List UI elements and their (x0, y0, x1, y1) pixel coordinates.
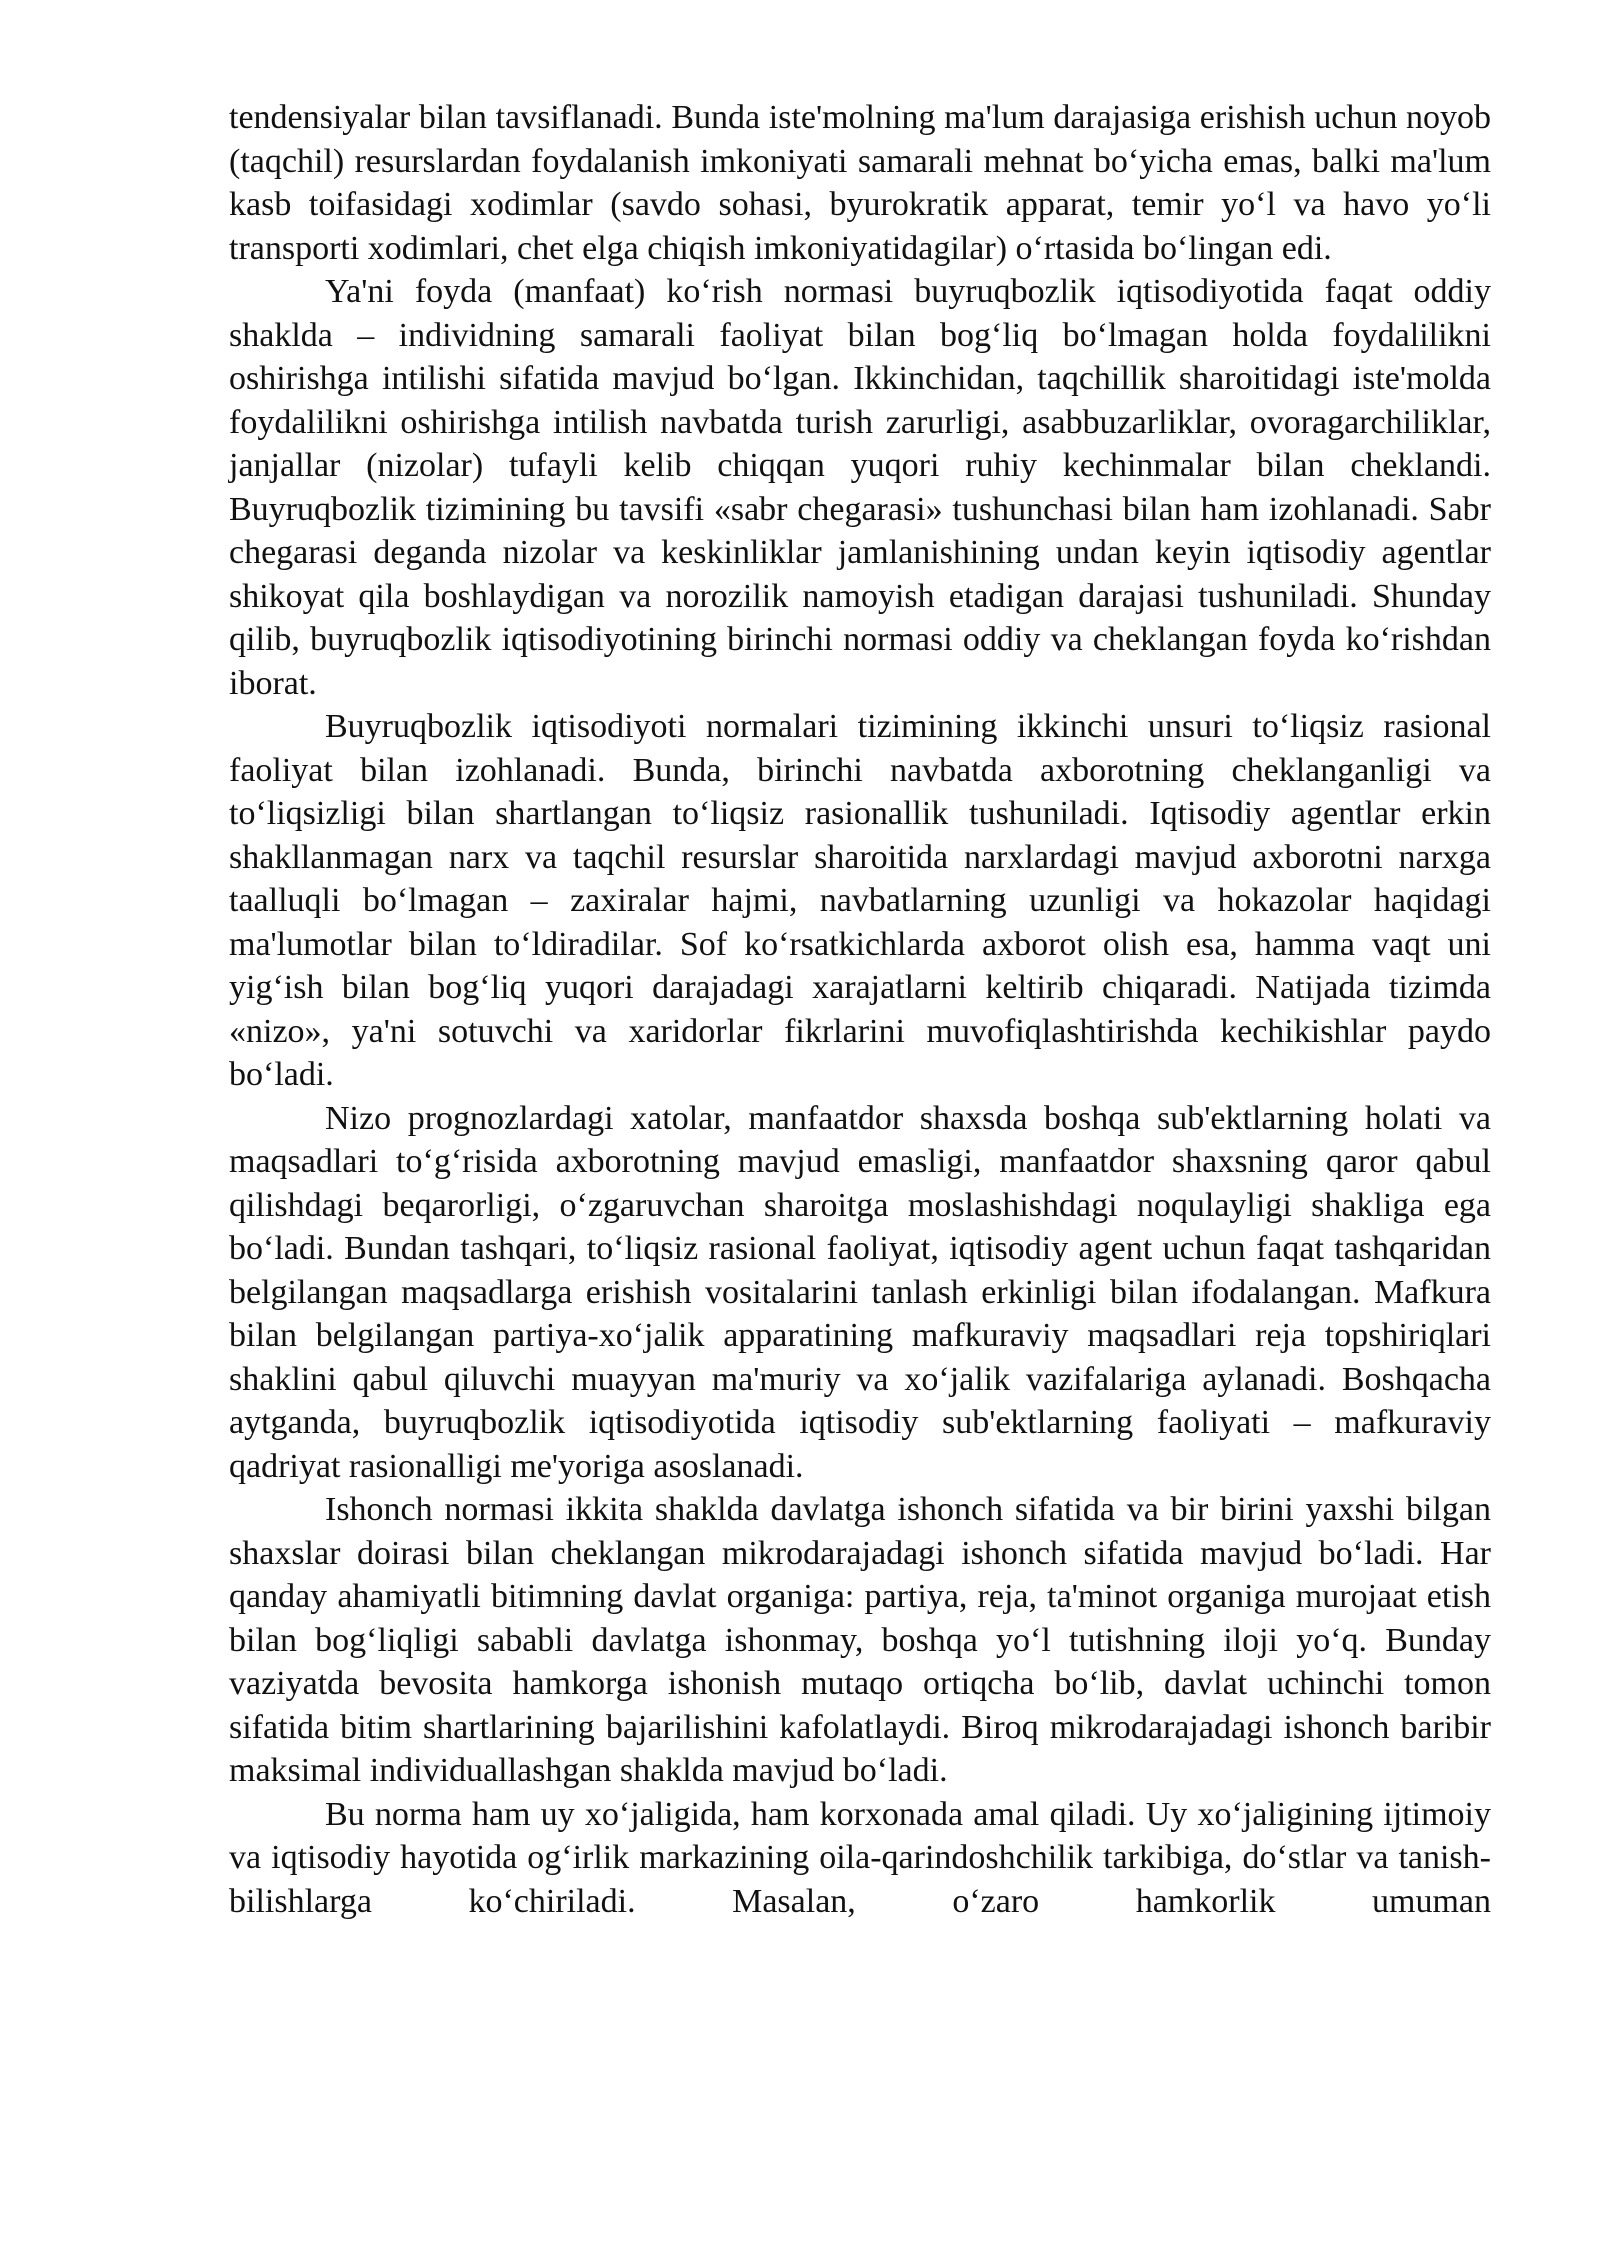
paragraph-1: tendensiyalar bilan tavsiflanadi. Bunda iste'molning ma'lum darajasiga erishish uchun noyob (taqchil) resurslardan foydalanish imkoniyati samarali mehnat bo‘yicha emas, balki ma'lum kasb toifasidagi xodimlar (savdo sohasi, byurokratik apparat, temir yo‘l va havo yo‘li transporti xodimlari, chet elga chiqish imkoniyatidagilar) o‘rtasida bo‘lingan edi. (229, 99, 1491, 267)
paragraph-2: Ya'ni foyda (manfaat) ko‘rish normasi buyruqbozlik iqtisodiyotida faqat oddiy shaklda – individning samarali faoliyat bilan bog‘liq bo‘lmagan holda foydalilikni oshirishga intilishi sifatida mavjud bo‘lgan. Ikkinchidan, taqchillik sharoitidagi iste'molda foydalilikni oshirishga intilish navbatda turish zarurligi, asabbuzarliklar, ovoragarchiliklar, janjallar (nizolar) tufayli kelib chiqqan yuqori ruhiy kechinmalar bilan cheklandi. Buyruqbozlik tizimining bu tavsifi «sabr chegarasi» tushunchasi bilan ham izohlanadi. Sabr chegarasi deganda nizolar va keskinliklar jamlanishining undan keyin iqtisodiy agentlar shikoyat qila boshlaydigan va norozilik namoyish etadigan darajasi tushuniladi. Shunday qilib, buyruqbozlik iqtisodiyotining birinchi normasi oddiy va cheklangan foyda ko‘rishdan iborat. (229, 273, 1491, 702)
paragraph-6: Bu norma ham uy xo‘jaligida, ham korxonada amal qiladi. Uy xo‘jaligining ijtimoiy va iqtisodiy hayotida og‘irlik markazining oila-qarindoshchilik tarkibiga, do‘stlar va tanish-bilishlarga ko‘chiriladi. Masalan, o‘zaro hamkorlik umuman (229, 1795, 1491, 1920)
paragraph-4: Nizo prognozlardagi xatolar, manfaatdor shaxsda boshqa sub'ektlarning holati va maqsadlari to‘g‘risida axborotning mavjud emasligi, manfaatdor shaxsning qaror qabul qilishdagi beqarorligi, o‘zgaruvchan sharoitga moslashishdagi noqulayligi shakliga ega bo‘ladi. Bundan tashqari, to‘liqsiz rasional faoliyat, iqtisodiy agent uchun faqat tashqaridan belgilangan maqsadlarga erishish vositalarini tanlash erkinligi bilan ifodalangan. Mafkura bilan belgilangan partiya-xo‘jalik apparatining mafkuraviy maqsadlari reja topshiriqlari shaklini qabul qiluvchi muayyan ma'muriy va xo‘jalik vazifalariga aylanadi. Boshqacha aytganda, buyruqbozlik iqtisodiyotida iqtisodiy sub'ektlarning faoliyati – mafkuraviy qadriyat rasionalligi me'yoriga asoslanadi. (229, 1099, 1491, 1485)
paragraph-3: Buyruqbozlik iqtisodiyoti normalari tizimining ikkinchi unsuri to‘liqsiz rasional faoliyat bilan izohlanadi. Bunda, birinchi navbatda axborotning cheklanganligi va to‘liqsizligi bilan shartlangan to‘liqsiz rasionallik tushuniladi. Iqtisodiy agentlar erkin shakllanmagan narx va taqchil resurslar sharoitida narxlardagi mavjud axborotni narxga taalluqli bo‘lmagan – zaxiralar hajmi, navbatlarning uzunligi va hokazolar haqidagi ma'lumotlar bilan to‘ldiradilar. Sof ko‘rsatkichlarda axborot olish esa, hamma vaqt uni yig‘ish bilan bog‘liq yuqori darajadagi xarajatlarni keltirib chiqaradi. Natijada tizimda «nizo», ya'ni sotuvchi va xaridorlar fikrlarini muvofiqlashtirishda kechikishlar paydo bo‘ladi. (229, 708, 1491, 1093)
paragraph-5: Ishonch normasi ikkita shaklda davlatga ishonch sifatida va bir birini yaxshi bilgan shaxslar doirasi bilan cheklangan mikrodarajadagi ishonch sifatida mavjud bo‘ladi. Har qanday ahamiyatli bitimning davlat organiga: partiya, reja, ta'minot organiga murojaat etish bilan bog‘liqligi sababli davlatga ishonmay, boshqa yo‘l tutishning iloji yo‘q. Bunday vaziyatda bevosita hamkorga ishonish mutaqo ortiqcha bo‘lib, davlat uchinchi tomon sifatida bitim shartlarining bajarilishini kafolatlaydi. Biroq mikrodarajadagi ishonch baribir maksimal individuallashgan shaklda mavjud bo‘ladi. (229, 1491, 1491, 1789)
document-page (229, 96, 1491, 1923)
